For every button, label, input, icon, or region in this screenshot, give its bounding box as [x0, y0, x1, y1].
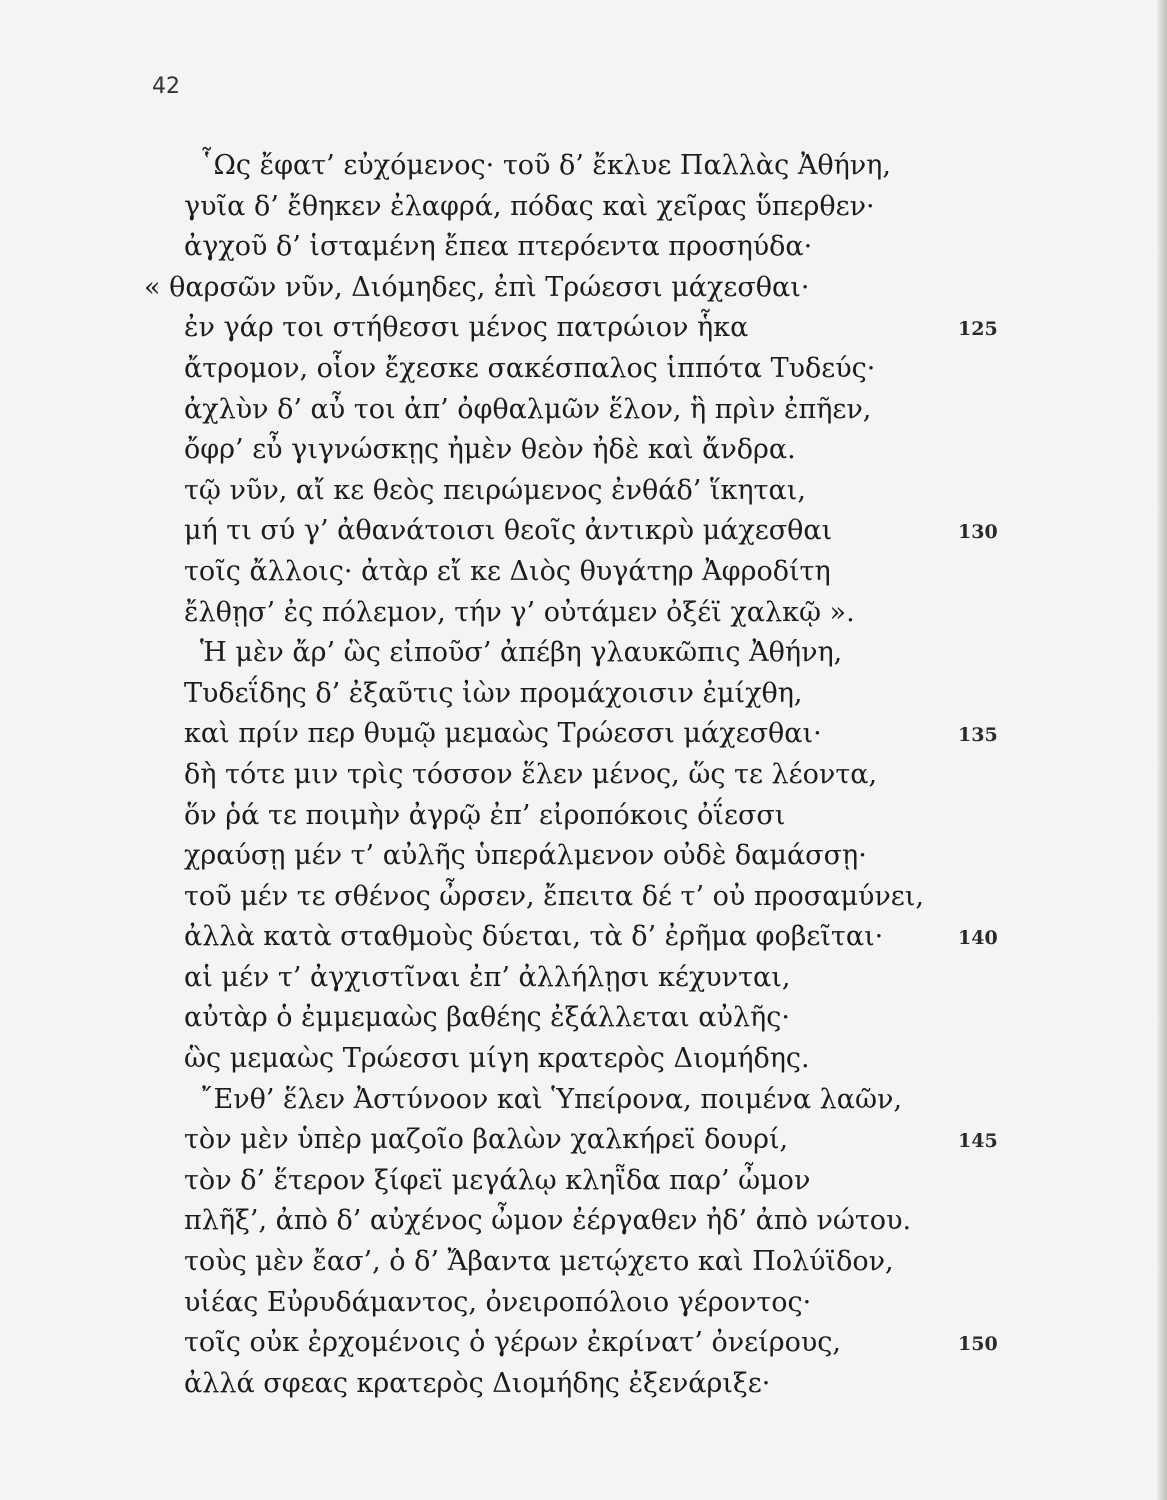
- verse-text: ἔλθῃσ’ ἐς πόλεμον, τήν γ’ οὐτάμεν ὀξέϊ χαλκῷ ».: [184, 596, 855, 628]
- verse-block: [0, 146, 1167, 1404]
- verse-line: [0, 593, 1167, 634]
- verse-line: [0, 268, 1167, 309]
- verse-line: [0, 917, 1167, 958]
- verse-text: τοῖς ἄλλοις· ἀτὰρ εἴ κε Διὸς θυγάτηρ Ἀφροδίτη: [184, 555, 831, 587]
- verse-line: [0, 674, 1167, 715]
- verse-line: [0, 1323, 1167, 1364]
- verse-text: ἀγχοῦ δ’ ἱσταμένη ἔπεα πτερόεντα προσηύδα·: [184, 231, 813, 263]
- page-number: 42: [152, 74, 180, 99]
- line-number: 150: [958, 1333, 998, 1356]
- verse-text: Τυδεΐδης δ’ ἐξαῦτις ἰὼν προμάχοισιν ἐμίχθη,: [184, 677, 803, 709]
- verse-line: [0, 1120, 1167, 1161]
- verse-text: ὅν ῥά τε ποιμὴν ἀγρῷ ἐπ’ εἰροπόκοις ὀΐεσσι: [184, 799, 786, 831]
- verse-line: [0, 1242, 1167, 1283]
- verse-line: [0, 146, 1167, 187]
- verse-text: υἱέας Εὐρυδάμαντος, ὀνειροπόλοιο γέροντος·: [184, 1286, 812, 1318]
- line-number: 125: [958, 318, 998, 341]
- line-number: 145: [958, 1130, 998, 1153]
- verse-line: [0, 349, 1167, 390]
- verse-line: [0, 308, 1167, 349]
- verse-text: τοῖς οὐκ ἐρχομένοις ὁ γέρων ἐκρίνατ’ ὀνείρους,: [184, 1327, 841, 1359]
- verse-text: δὴ τότε μιν τρὶς τόσσον ἕλεν μένος, ὥς τε λέοντα,: [184, 758, 878, 790]
- line-number: 135: [958, 724, 998, 747]
- verse-text: καὶ πρίν περ θυμῷ μεμαὼς Τρώεσσι μάχεσθαι·: [184, 718, 822, 750]
- verse-text: Ἡ μὲν ἄρ’ ὣς εἰποῦσ’ ἀπέβη γλαυκῶπις Ἀθήνη,: [200, 637, 843, 669]
- verse-text: μή τι σύ γ’ ἀθανάτοισι θεοῖς ἀντικρὺ μάχεσθαι: [184, 515, 833, 547]
- verse-text: τῷ νῦν, αἴ κε θεὸς πειρώμενος ἐνθάδ’ ἵκηται,: [184, 474, 806, 506]
- verse-text: ὣς μεμαὼς Τρώεσσι μίγη κρατερὸς Διομήδης.: [184, 1043, 810, 1075]
- line-number: 140: [958, 927, 998, 950]
- verse-text: πλῆξ’, ἀπὸ δ’ αὐχένος ὦμον ἐέργαθεν ἠδ’ ἀπὸ νώτου.: [184, 1205, 912, 1237]
- verse-line: [0, 1364, 1167, 1405]
- verse-text: ἐν γάρ τοι στήθεσσι μένος πατρώιον ἧκα: [184, 312, 749, 344]
- verse-line: [0, 552, 1167, 593]
- verse-text: χραύσῃ μέν τ’ αὐλῆς ὑπεράλμενον οὐδὲ δαμάσσῃ·: [184, 840, 867, 872]
- verse-line: [0, 227, 1167, 268]
- verse-line: [0, 836, 1167, 877]
- verse-text: τοῦ μέν τε σθένος ὦρσεν, ἔπειτα δέ τ’ οὐ προσαμύνει,: [184, 880, 924, 912]
- verse-line: [0, 1039, 1167, 1080]
- verse-line: [0, 755, 1167, 796]
- verse-text: γυῖα δ’ ἔθηκεν ἐλαφρά, πόδας καὶ χεῖρας ὕπερθεν·: [184, 190, 875, 222]
- verse-line: [0, 714, 1167, 755]
- verse-line: [0, 958, 1167, 999]
- verse-line: [0, 471, 1167, 512]
- verse-line: [0, 1201, 1167, 1242]
- verse-text: τοὺς μὲν ἔασ’, ὁ δ’ Ἄβαντα μετῴχετο καὶ Πολύϊδον,: [184, 1246, 894, 1278]
- verse-text: « θαρσῶν νῦν, Διόμηδες, ἐπὶ Τρώεσσι μάχεσθαι·: [144, 271, 810, 303]
- verse-text: αἱ μέν τ’ ἀγχιστῖναι ἐπ’ ἀλλήλῃσι κέχυνται,: [184, 961, 791, 993]
- verse-line: [0, 1283, 1167, 1324]
- verse-text: ἄτρομον, οἷον ἔχεσκε σακέσπαλος ἱππότα Τυδεύς·: [184, 352, 876, 384]
- verse-line: [0, 1080, 1167, 1121]
- verse-line: [0, 511, 1167, 552]
- verse-text: αὐτὰρ ὁ ἐμμεμαὼς βαθέης ἐξάλλεται αὐλῆς·: [184, 1002, 790, 1034]
- verse-line: [0, 796, 1167, 837]
- verse-text: ἀλλὰ κατὰ σταθμοὺς δύεται, τὰ δ’ ἐρῆμα φοβεῖται·: [184, 921, 884, 953]
- verse-line: [0, 998, 1167, 1039]
- verse-line: [0, 877, 1167, 918]
- verse-text: τὸν μὲν ὑπὲρ μαζοῖο βαλὼν χαλκήρεϊ δουρί,: [184, 1124, 789, 1156]
- verse-line: [0, 187, 1167, 228]
- verse-text: τὸν δ’ ἕτερον ξίφεϊ μεγάλῳ κληῗδα παρ’ ὦμον: [184, 1164, 811, 1196]
- verse-line: [0, 390, 1167, 431]
- line-number: 130: [958, 521, 998, 544]
- verse-text: ῎Ενθ’ ἕλεν Ἀστύνοον καὶ Ὑπείρονα, ποιμένα λαῶν,: [200, 1083, 903, 1115]
- verse-text: ἀλλά σφεας κρατερὸς Διομήδης ἐξενάριξε·: [184, 1367, 771, 1399]
- verse-line: [0, 1161, 1167, 1202]
- verse-text: ὄφρ’ εὖ γιγνώσκῃς ἠμὲν θεὸν ἠδὲ καὶ ἄνδρα.: [184, 434, 796, 466]
- verse-text: ἀχλὺν δ’ αὖ τοι ἀπ’ ὀφθαλμῶν ἕλον, ἣ πρὶν ἐπῆεν,: [184, 393, 872, 425]
- verse-line: [0, 633, 1167, 674]
- verse-text: ῟Ως ἔφατ’ εὐχόμενος· τοῦ δ’ ἔκλυε Παλλὰς Ἀθήνη,: [200, 150, 891, 181]
- verse-line: [0, 430, 1167, 471]
